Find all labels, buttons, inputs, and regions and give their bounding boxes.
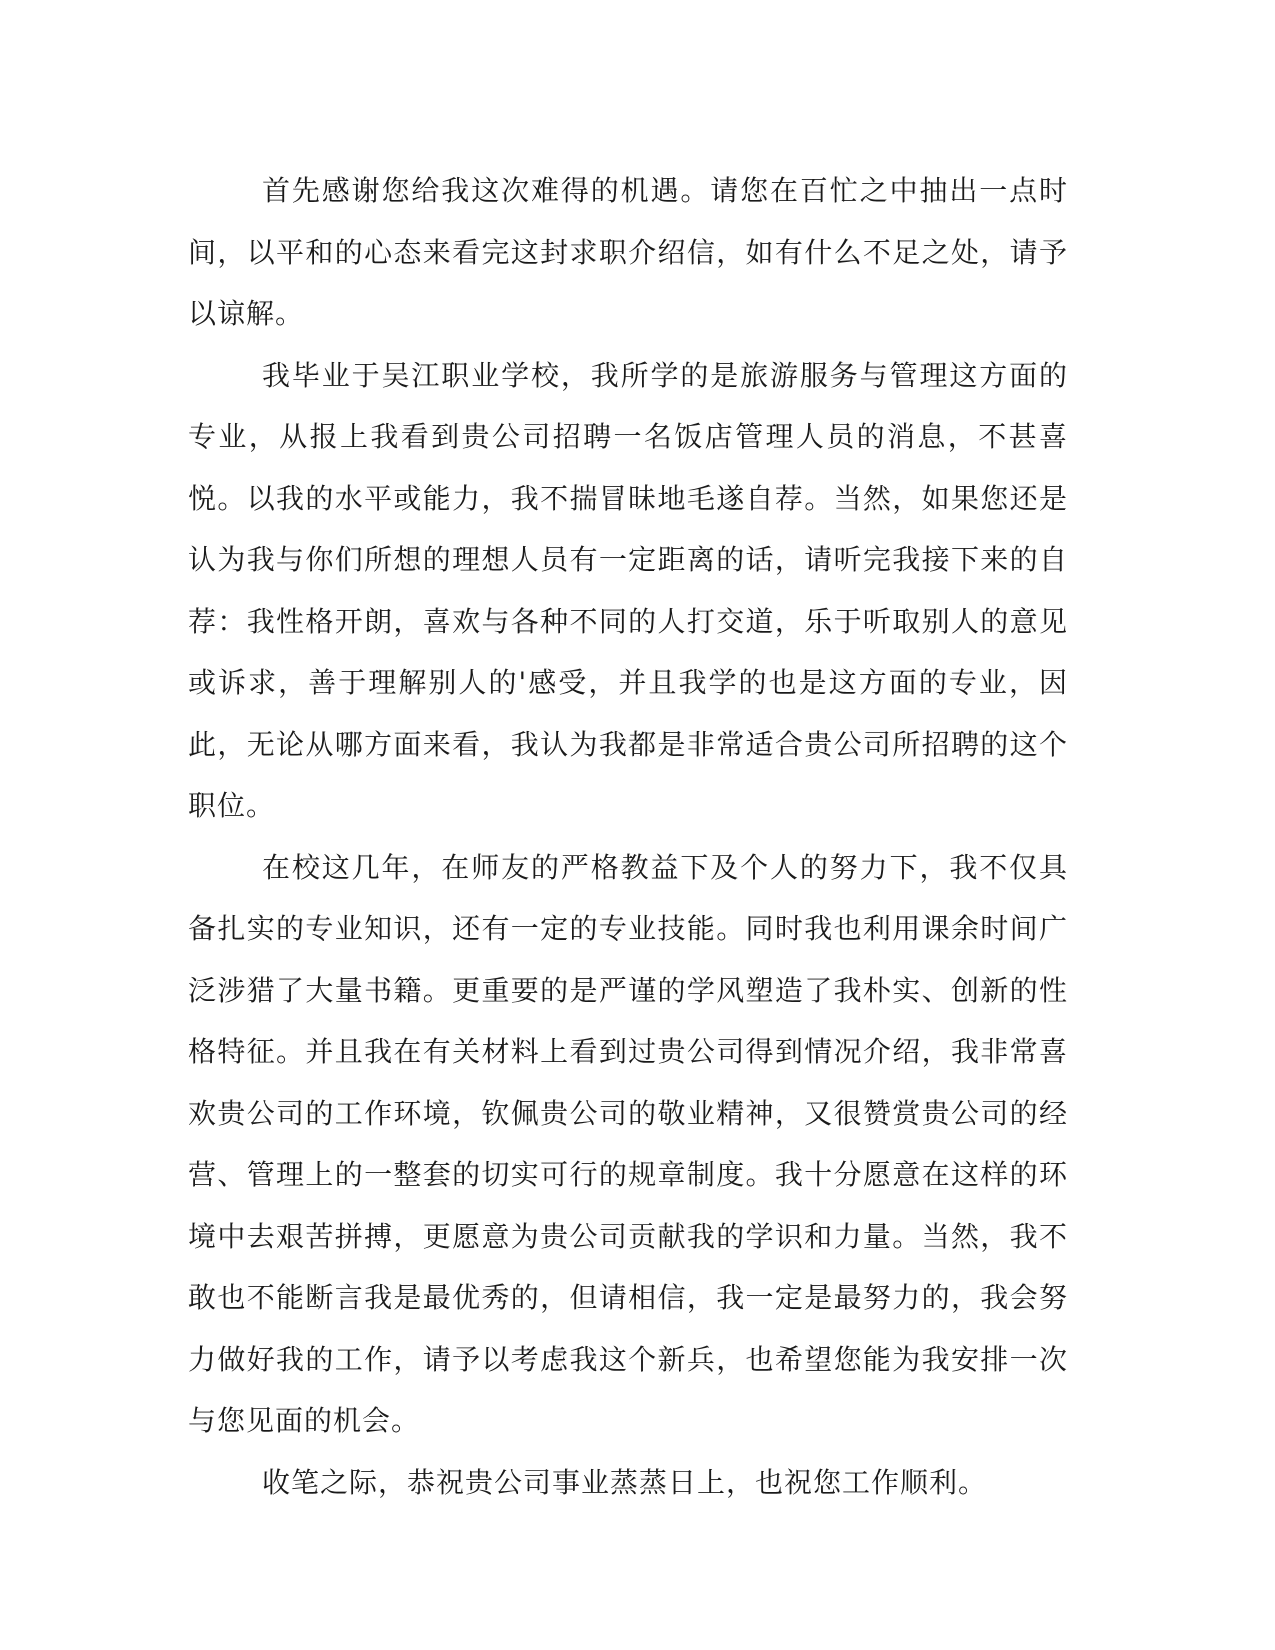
paragraph-background: 我毕业于吴江职业学校，我所学的是旅游服务与管理这方面的专业，从报上我看到贵公司招聘一名饭店管理人员的消息，不甚喜悦。以我的水平或能力，我不揣冒昧地毛遂自荐。当然，如果您还是认为我与你们所想的理想人员有一定距离的话，请听完我接下来的自荐：我性格开朗，喜欢与各种不同的人打交道，乐于听取别人的意见或诉求，善于理解别人的'感受，并且我学的也是这方面的专业，因此，无论从哪方面来看，我认为我都是非常适合贵公司所招聘的这个职位。: [188, 358, 1068, 822]
paragraph-closing: 收笔之际，恭祝贵公司事业蒸蒸日上，也祝您工作顺利。: [262, 1465, 988, 1499]
paragraph-opening: 首先感谢您给我这次难得的机遇。请您在百忙之中抽出一点时间，以平和的心态来看完这封求职介绍信，如有什么不足之处，请予以谅解。: [188, 174, 1068, 330]
paragraph-qualifications: 在校这几年，在师友的严格教益下及个人的努力下，我不仅具备扎实的专业知识，还有一定的专业技能。同时我也利用课余时间广泛涉猎了大量书籍。更重要的是严谨的学风塑造了我朴实、创新的性格特征。并且我在有关材料上看到过贵公司得到情况介绍，我非常喜欢贵公司的工作环境，钦佩贵公司的敬业精神，又很赞赏贵公司的经营、管理上的一整套的切实可行的规章制度。我十分愿意在这样的环境中去艰苦拼搏，更愿意为贵公司贡献我的学识和力量。当然，我不敢也不能断言我是最优秀的，但请相信，我一定是最努力的，我会努力做好我的工作，请予以考虑我这个新兵，也希望您能为我安排一次与您见面的机会。: [188, 850, 1068, 1437]
letter-body: [188, 160, 1068, 1513]
